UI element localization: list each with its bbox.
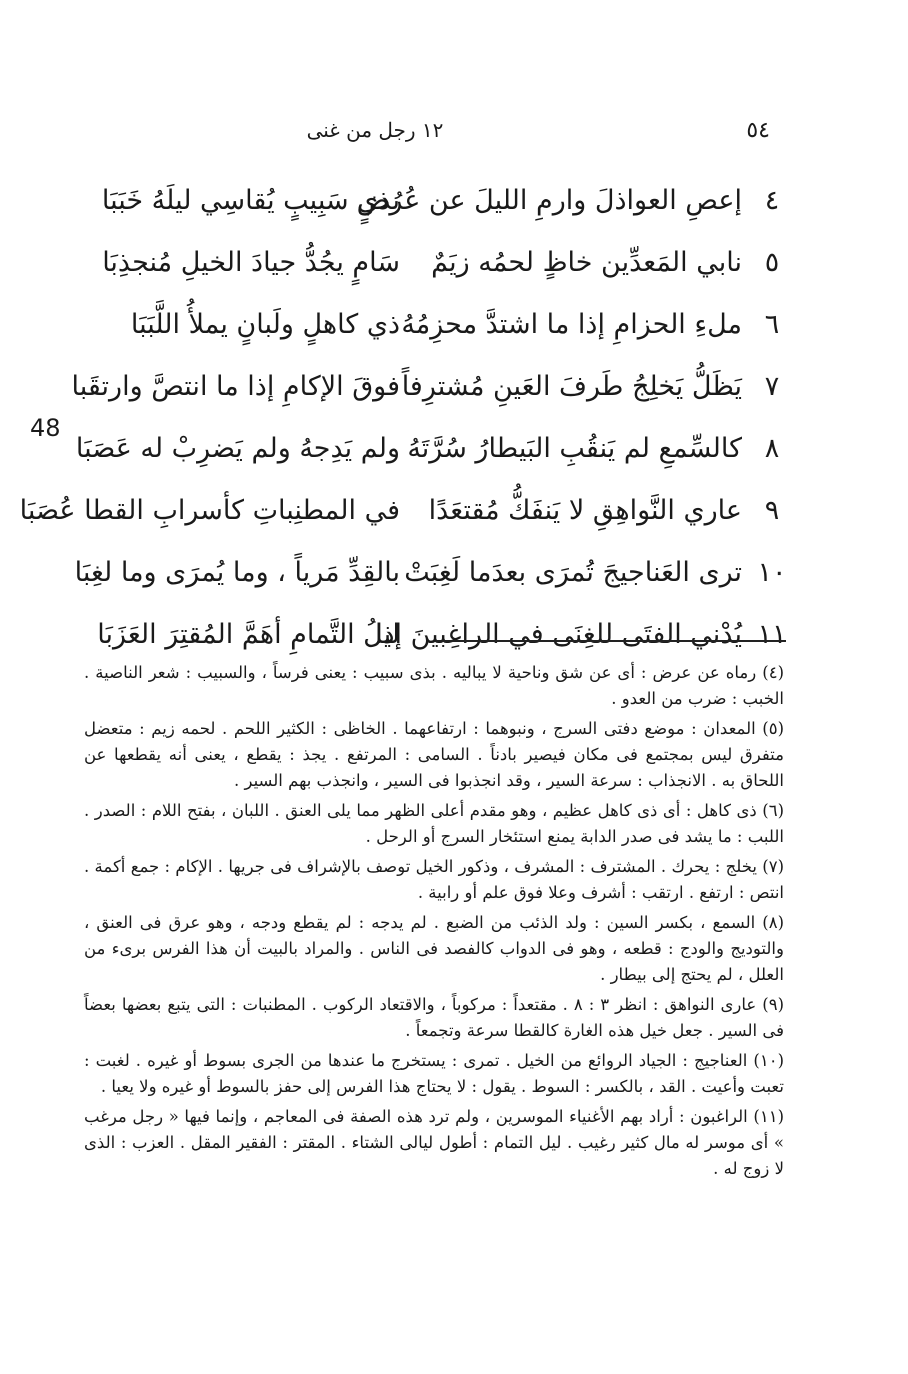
margin-line-number: 48 (30, 414, 61, 442)
footnote: (٤) رماه عن عرض : أى عن شق وناحية لا يباليه . بذى سبيب : يعنى فرساً ، والسبيب : شعر الناصية . الخبب : ضرب من العدو . (84, 663, 784, 708)
verse-second-hemistich: فوقَ الإكامِ إذا ما انتصَّ وارتقَبا (71, 371, 400, 402)
verse (71, 356, 790, 418)
footnote: (١١) الراغبون : أراد بهم الأغنياء الموسرين ، ولم ترد هذه الصفة فى المعاجم ، وإنما فيها « رجل مرغب » أى موسر له مال كثير رغيب . ليل التمام : أطول ليالى الشتاء . المقتر : الفقير المقل . العزب : الذى لا زوج له . (84, 1107, 784, 1178)
footnotes (84, 660, 784, 1186)
footnote: (٧) يخلج : يحرك . المشترف : المشرف ، وذكور الخيل توصف بالإشراف فى جريها . الإكام : جمع أكمة . انتص : ارتفع . ارتقب : أشرف وعلا فوق علم أو رابية . (84, 857, 784, 902)
footnote: (٥) المعدان : موضع دفتى السرج ، ونبوهما : ارتفاعهما . الخاظى : الكثير اللحم . لحمه زيم : متعضل متفرق ليس بمجتمع فى مكان فيصير بادناً . السامى : المرتفع . يجذ : يقطع ، يعنى أنه يقطعها عن اللحاق به . الانجذاب : سرعة السير ، وقد انجذبوا فى السير ، وانجذب بهم السير . (84, 719, 784, 790)
verse-second-hemistich: ولم يَدِجهُ ولم يَضرِبْ له عَصَبَا (75, 433, 400, 464)
verse-first-hemistich: يُدْني الفتَى للغِنَى في الراغِبينَ إذا (374, 619, 742, 650)
verse-second-hemistich: بذي سَبِيبٍ يُقاسِي ليلَهُ خَبَبَا (101, 185, 400, 216)
verse-second-hemistich: ليلُ التَّمامِ أهَمَّ المُقتِرَ العَزَبَا (97, 619, 400, 650)
verse-second-hemistich: سَامٍ يجُدُّ جيادَ الخيلِ مُنجذِبَا (102, 247, 400, 278)
verse (90, 170, 790, 232)
page-number: ٥٤ (746, 118, 770, 143)
verse-first-hemistich: نابي المَعدِّين خاظٍ لحمُه زيَمٌ (431, 247, 742, 278)
verse (74, 542, 790, 604)
verse (90, 604, 790, 666)
verse-first-hemistich: عاري النَّواهِقِ لا يَنفَكُّ مُقتعَدًا (428, 495, 742, 526)
verse-second-hemistich: في المطنِباتِ كأسرابِ القطا عُصَبَا (19, 495, 400, 526)
verse-number: ١٠ (757, 557, 787, 588)
verse-number: ٦ (764, 309, 780, 340)
footnote: (٦) ذى كاهل : أى ذى كاهل عظيم ، وهو مقدم أعلى الظهر مما يلى العنق . اللبان ، بفتح اللام : الصدر . اللبب : ما يشد فى صدر الدابة يمنع استئخار السرج أو الرحل . (84, 801, 784, 846)
footnote: (٩) عارى النواهق : انظر ٣ : ٨ . مقتعداً : مركوباً ، والاقتعاد الركوب . المطنبات : التى يتبع بعضها بعضاً فى السير . جعل خيل هذه الغارة كالقطا سرعة وتجمعاً . (84, 995, 784, 1040)
verse-number: ٧ (764, 371, 780, 402)
verse-first-hemistich: إعصِ العواذلَ وارمِ الليلَ عن عُرُضٍ (356, 185, 742, 216)
verse-first-hemistich: كالسِّمعِ لم يَنقُبِ البَيطارُ سُرَّتَهُ (407, 433, 742, 464)
verse-first-hemistich: ملءِ الحزامِ إذا ما اشتدَّ محزِمُهُ (401, 309, 742, 340)
footnote-divider (436, 640, 786, 642)
footnote: (١٠) العناجيج : الجياد الروائع من الخيل . تمرى : يستخرج ما عندها من الجرى بسوط أو غيره . لغبت : تعبت وأعيت . القد ، بالكسر : السوط . يقول : لا يحتاج هذا الفرس إلى حفز بالسوط أو غيره ولا يعيا . (84, 1051, 784, 1096)
verse (19, 480, 790, 542)
running-title: ١٢ رجل من غنى (306, 118, 444, 142)
verse-number: ٨ (764, 433, 780, 464)
verse (75, 418, 790, 480)
footnote: (٨) السمع ، بكسر السين : ولد الذئب من الضبع . لم يدجه : لم يقطع ودجه ، وهو عرق فى العنق ، والتوديج والودج : قطعه ، وهو فى الدواب كالفصد فى الناس . والمراد بالبيت أن هذا الفرس برىء من العلل ، لم يحتج إلى بيطار . (84, 913, 784, 984)
verse-number: ٥ (764, 247, 780, 278)
verse-first-hemistich: يَظَلُّ يَخلِجُ طَرفَ العَينِ مُشترِفاً (401, 371, 742, 402)
verse (90, 232, 790, 294)
verse-number: ١١ (757, 619, 787, 650)
verse (90, 294, 790, 356)
verse-first-hemistich: ترى العَناجيجَ تُمرَى بعدَما لَغِبَتْ (404, 557, 742, 588)
verse-second-hemistich: بالقِدِّ مَرياً ، وما يُمرَى وما لغِبَا (74, 557, 400, 588)
verse-number: ٩ (764, 495, 780, 526)
verse-number: ٤ (764, 185, 780, 216)
verse-second-hemistich: ذي كاهلٍ ولَبانٍ يملأُ اللَّبَبَا (130, 309, 400, 340)
page-header (300, 118, 770, 158)
